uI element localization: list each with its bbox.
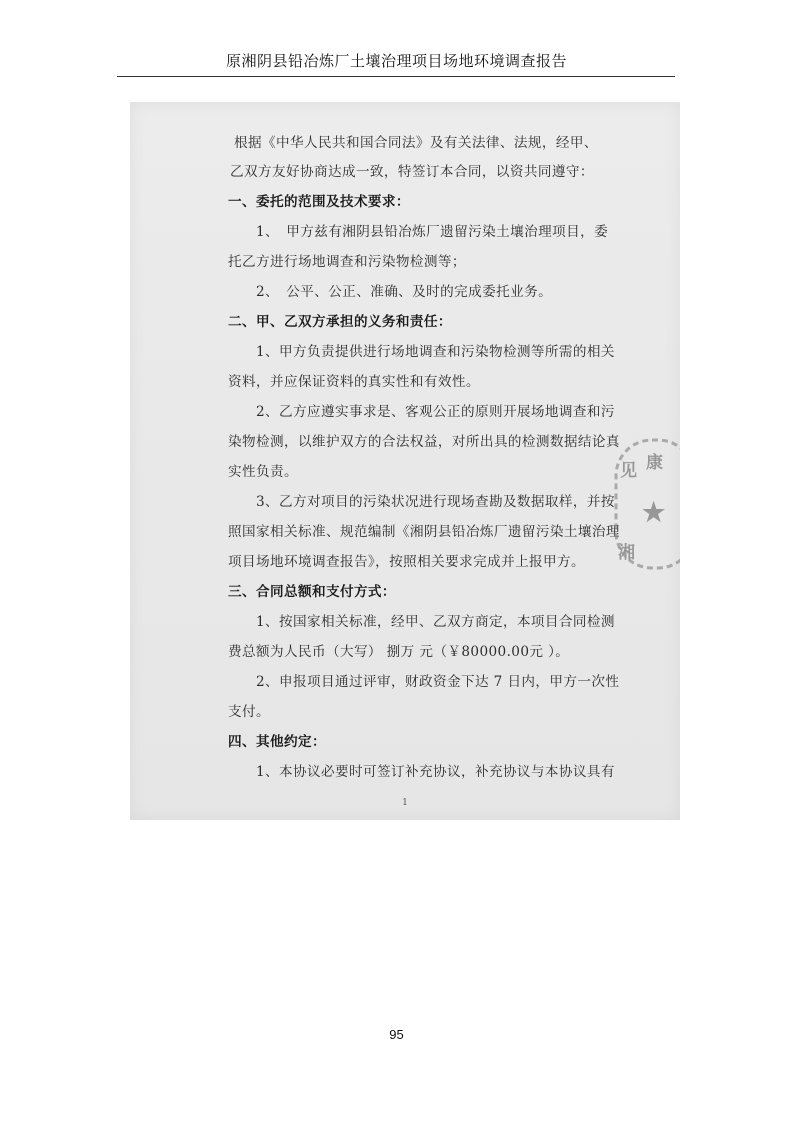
contract-amount-line: 费总额为人民币（大写） 捌万 元（￥80000.00元 ）。 xyxy=(228,644,570,660)
contract-line: 1、甲方负责提供进行场地调查和污染物检测等所需的相关 xyxy=(256,344,615,360)
contract-line: 资料，并应保证资料的真实性和有效性。 xyxy=(228,374,480,390)
contract-line: 2、乙方应遵实事求是、客观公正的原则开展场地调查和污 xyxy=(256,404,615,420)
contract-line: 实性负责。 xyxy=(228,464,298,480)
scan-page-number: 1 xyxy=(402,798,408,808)
page-number: 95 xyxy=(389,1027,404,1042)
seal-char: 湘 xyxy=(618,543,635,563)
contract-line: 照国家相关标准、规范编制《湘阴县铅冶炼厂遗留污染土壤治理 xyxy=(228,524,620,540)
seal-char: 康 xyxy=(646,453,663,473)
contract-line: 根据《中华人民共和国合同法》及有关法律、法规，经甲、 xyxy=(234,135,598,151)
section-heading: 四、其他约定： xyxy=(228,734,326,750)
contract-line: 染物检测，以维护双方的合法权益，对所出具的检测数据结论真 xyxy=(228,434,620,450)
scanned-contract-page xyxy=(130,102,680,820)
contract-line: 乙双方友好协商达成一致，特签订本合同，以资共同遵守： xyxy=(230,164,594,180)
contract-line: 3、乙方对项目的污染状况进行现场查勘及数据取样，并按 xyxy=(256,494,615,510)
contract-line: 项目场地环境调查报告》，按照相关要求完成并上报甲方。 xyxy=(228,554,586,570)
seal-char: 见 xyxy=(620,461,637,481)
contract-line: 2、 公平、公正、准确、及时的完成委托业务。 xyxy=(256,284,553,300)
contract-line: 2、申报项目通过评审，财政资金下达 7 日内，甲方一次性 xyxy=(256,674,620,690)
contract-line: 1、 甲方兹有湘阴县铅冶炼厂遗留污染土壤治理项目，委 xyxy=(256,224,609,240)
contract-line: 支付。 xyxy=(228,704,270,720)
section-heading: 二、甲、乙双方承担的义务和责任： xyxy=(228,314,452,330)
page-header-title: 原湘阴县铅冶炼厂土壤治理项目场地环境调查报告 xyxy=(225,52,567,70)
section-heading: 三、合同总额和支付方式： xyxy=(228,584,396,600)
contract-line: 1、本协议必要时可签订补充协议，补充协议与本协议具有 xyxy=(256,764,615,780)
seal-stamp xyxy=(612,434,680,574)
contract-line: 托乙方进行场地调查和污染物检测等； xyxy=(228,254,466,270)
contract-line: 1、按国家相关标准，经甲、乙双方商定，本项目合同检测 xyxy=(256,614,615,630)
seal-star-icon: ★ xyxy=(642,498,666,528)
section-heading: 一、委托的范围及技术要求： xyxy=(228,194,410,210)
header-divider xyxy=(117,76,675,77)
